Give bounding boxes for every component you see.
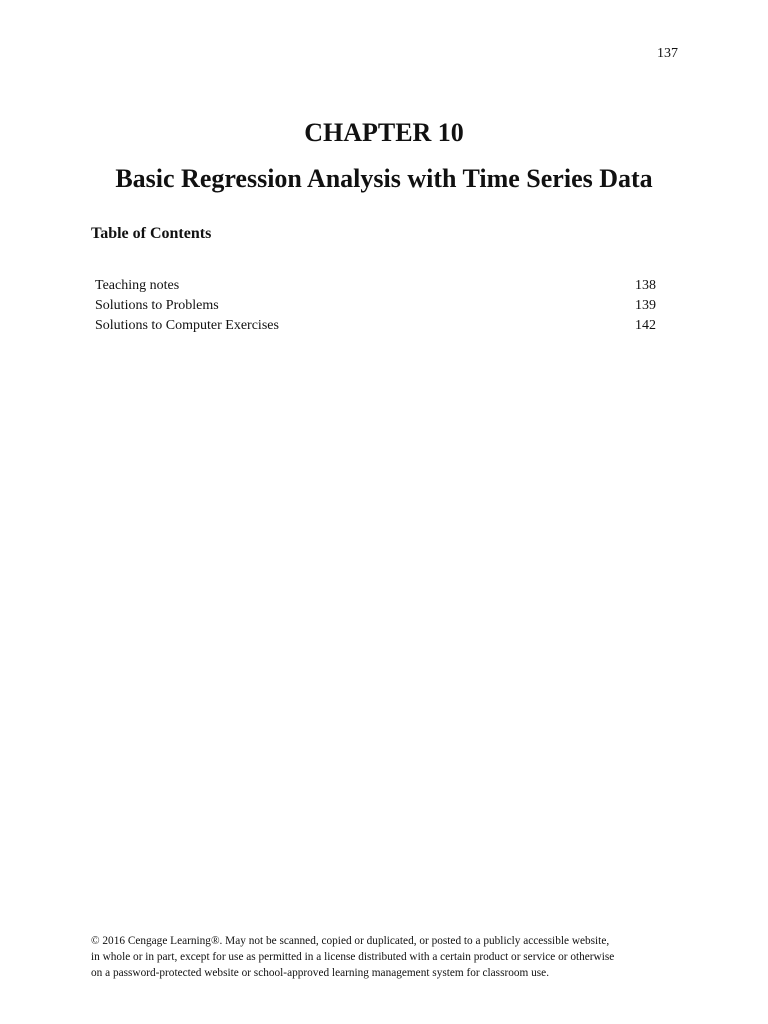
toc-entry-page: 139 [635, 298, 656, 313]
footer-line: on a password-protected website or school-approved learning management system for classroom use. [91, 967, 550, 979]
toc-entry [95, 296, 656, 316]
toc-list [95, 276, 656, 336]
page-number: 137 [657, 46, 678, 61]
toc-entry-page: 138 [635, 278, 656, 293]
footer-line: © 2016 Cengage Learning®. May not be scanned, copied or duplicated, or posted to a publicly accessible website, [91, 935, 610, 947]
toc-entry [95, 316, 656, 336]
chapter-label: CHAPTER 10 [304, 118, 464, 147]
footer-line: in whole or in part, except for use as permitted in a license distributed with a certain product or service or otherwise [91, 951, 615, 963]
toc-entry-title: Solutions to Problems [95, 298, 219, 313]
chapter-title: Basic Regression Analysis with Time Series Data [115, 164, 653, 193]
toc-entry-page: 142 [635, 318, 656, 333]
toc-entry-title: Teaching notes [95, 278, 180, 293]
toc-entry [95, 276, 656, 296]
toc-entry-title: Solutions to Computer Exercises [95, 318, 279, 333]
toc-heading: Table of Contents [91, 225, 212, 242]
copyright-footer [91, 933, 691, 981]
